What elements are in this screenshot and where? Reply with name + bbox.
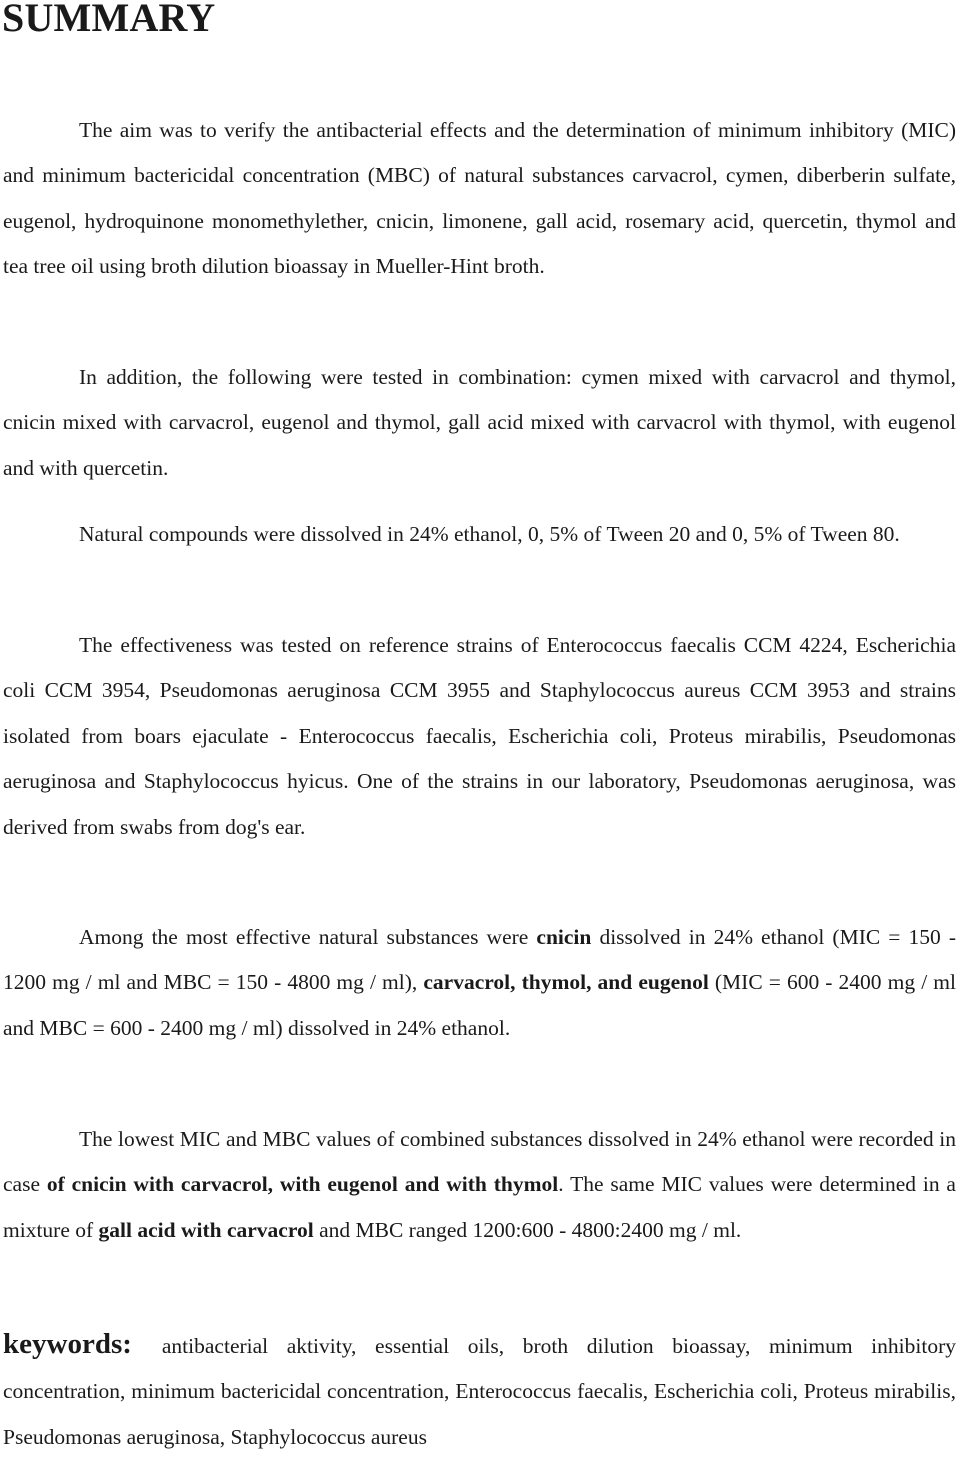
paragraph-aim: The aim was to verify the antibacterial effects and the determination of minimum inhibitory (MIC) and minimum bactericidal concentration (MBC) of natural substances carvacrol, cymen, diberberin sulfate, eugenol, hydroquinone monomethylether, cnicin, limonene, gall acid, rosemary acid, quercetin, thymol and tea tree oil using broth dilution bioassay in Mueller-Hint broth. — [3, 118, 956, 279]
text-span: dissolved in 24% ethanol (MIC = 150 - 1200 mg / ml and MBC = 150 - 4800 mg / ml), — [3, 925, 957, 995]
keywords-label: keywords: — [3, 1328, 132, 1360]
bold-term-gall-acid-carvacrol: gall acid with carvacrol — [98, 1217, 314, 1242]
paragraph-combined-results — [3, 1117, 956, 1253]
page-title: SUMMARY — [2, 0, 216, 40]
text-span: The lowest MIC and MBC values of combined substances dissolved in 24% ethanol were recorded in case — [3, 1127, 956, 1197]
bold-term-cnicin-combination: of cnicin with carvacrol, with eugenol and with thymol — [46, 1172, 559, 1197]
keywords-text: antibacterial aktivity, essential oils, broth dilution bioassay, minimum inhibitory concentration, minimum bactericidal concentration, Enterococcus faecalis, Escherichia coli, Proteus mirabilis, Pseudomonas aeruginosa, Staphylococcus aureus — [3, 1334, 956, 1449]
bold-term-carvacrol-thymol-eugenol: carvacrol, thymol, and eugenol — [423, 970, 709, 995]
text-span: Among the most effective natural substances were — [79, 925, 537, 949]
keywords-section — [3, 1322, 956, 1460]
paragraph-solvents: Natural compounds were dissolved in 24% ethanol, 0, 5% of Tween 20 and 0, 5% of Tween 80. — [79, 522, 900, 546]
bold-term-cnicin: cnicin — [536, 925, 592, 949]
paragraph-effective-substances — [3, 915, 956, 1051]
text-span: (MIC = 600 - 2400 mg / ml and MBC = 600 - 2400 mg / ml) dissolved in 24% ethanol. — [3, 970, 956, 1040]
paragraph-strains: The effectiveness was tested on reference strains of Enterococcus faecalis CCM 4224, Escherichia coli CCM 3954, Pseudomonas aeruginosa CCM 3955 and Staphylococcus aureus CCM 3953 and strains isolated from boars ejaculate - Enterococcus faecalis, Escherichia coli, Proteus mirabilis, Pseudomonas aeruginosa and Staphylococcus hyicus. One of the strains in our laboratory, Pseudomonas aeruginosa, was derived from swabs from dog's ear. — [3, 633, 956, 839]
text-span: and MBC ranged 1200:600 - 4800:2400 mg / ml. — [313, 1217, 742, 1242]
paragraph-combinations: In addition, the following were tested in combination: cymen mixed with carvacrol and thymol, cnicin mixed with carvacrol, eugenol and thymol, gall acid mixed with carvacrol with thymol, with eugenol and with quercetin. — [3, 365, 956, 480]
text-span: . The same MIC values were determined in a mixture of — [3, 1172, 956, 1242]
